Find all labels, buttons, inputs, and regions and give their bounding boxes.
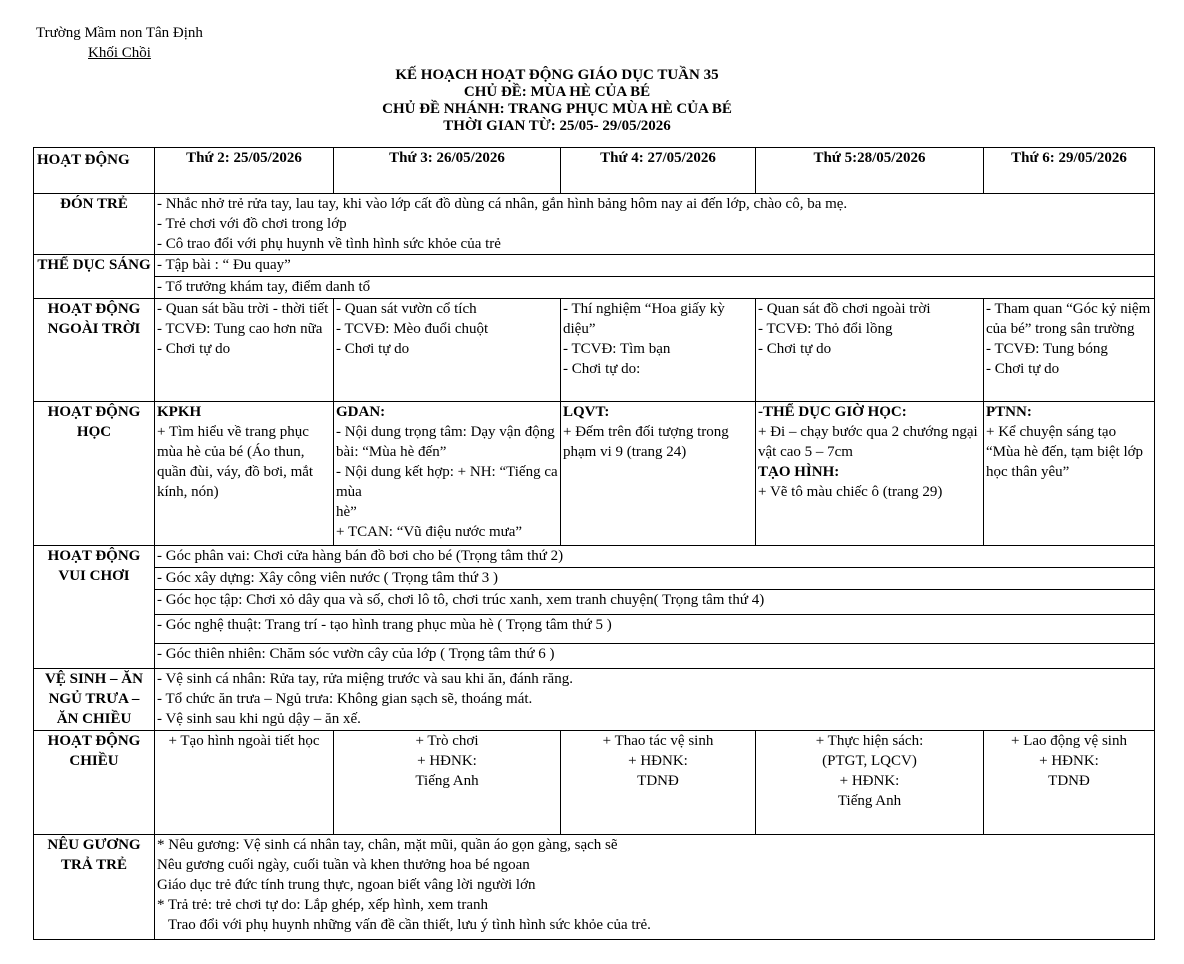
- list-item: + Lao động vệ sinh: [1011, 733, 1127, 749]
- list-item: + HĐNK:: [839, 773, 900, 789]
- table-row: [34, 644, 1155, 669]
- subject-heading: LQVT:: [563, 404, 610, 420]
- list-item: Trao đổi với phụ huynh những vấn đề cần thiết, lưu ý tình hình sức khỏe của trẻ.: [157, 917, 651, 933]
- list-item: + Tìm hiểu về trang phục mùa hè của bé (Áo thun, quần đùi, váy, đồ bơi, mắt kính, nón): [157, 424, 314, 500]
- list-item: - Góc học tập: Chơi xỏ dây qua và số, chơi lô tô, chơi trúc xanh, xem tranh chuyện( Trọng tâm thứ 4): [157, 592, 765, 608]
- merged-cell: [155, 669, 1155, 731]
- list-item: - Tập bài : “ Đu quay”: [157, 257, 291, 273]
- subject-heading: GDAN:: [336, 404, 386, 420]
- subject-heading: PTNN:: [986, 404, 1032, 420]
- list-item: + Trò chơi: [415, 733, 479, 749]
- list-item: + Đếm trên đối tượng trong phạm vi 9 (trang 24): [563, 424, 729, 460]
- school-name: Trường Mầm non Tân Định: [36, 25, 203, 41]
- day-cell: [756, 299, 984, 402]
- list-item: - Thí nghiệm “Hoa giấy kỳ diệu”: [563, 301, 725, 337]
- list-item: - Vệ sinh sau khi ngủ dậy – ăn xế.: [157, 711, 361, 727]
- day-cell: [155, 731, 334, 835]
- day-cell: [984, 731, 1155, 835]
- list-item: * Nêu gương: Vệ sinh cá nhân tay, chân, mặt mũi, quần áo gọn gàng, sạch sẽ: [157, 837, 618, 853]
- day-cell: [561, 731, 756, 835]
- header-day: Thứ 5:28/05/2026: [756, 148, 984, 194]
- table-header-row: [34, 148, 1155, 194]
- list-item: - Quan sát vườn cổ tích: [336, 301, 477, 317]
- list-item: + Đi – chạy bước qua 2 chướng ngại vật cao 5 – 7cm: [758, 424, 978, 460]
- merged-cell: [155, 590, 1155, 615]
- list-item: + HĐNK:: [628, 753, 688, 769]
- subject-heading: KPKH: [157, 404, 202, 420]
- header-day: Thứ 4: 27/05/2026: [561, 148, 756, 194]
- plan-titles: [0, 67, 1114, 135]
- list-item: Tiếng Anh: [415, 773, 479, 789]
- list-item: Giáo dục trẻ đức tính trung thực, ngoan biết vâng lời người lớn: [157, 877, 536, 893]
- table-row: [34, 590, 1155, 615]
- list-item: + Tạo hình ngoài tiết học: [168, 733, 320, 749]
- list-item: + HĐNK:: [1039, 753, 1099, 769]
- list-item: + TCAN: “Vũ điệu nước mưa”: [336, 524, 523, 540]
- row-label: HOẠT ĐỘNG NGOÀI TRỜI: [34, 299, 155, 402]
- list-item: hè”: [336, 504, 357, 520]
- table-row: [34, 194, 1155, 255]
- date-range: THỜI GIAN TỪ: 25/05- 29/05/2026: [443, 118, 671, 134]
- subject-heading: -THỂ DỤC GIỜ HỌC:: [758, 404, 907, 420]
- list-item: Nêu gương cuối ngày, cuối tuần và khen thưởng hoa bé ngoan: [157, 857, 530, 873]
- header-day: Thứ 2: 25/05/2026: [155, 148, 334, 194]
- row-label: HOẠT ĐỘNG HỌC: [34, 402, 155, 546]
- list-item: - Góc nghệ thuật: Trang trí - tạo hình trang phục mùa hè ( Trọng tâm thứ 5 ): [157, 617, 612, 633]
- list-item: - Tham quan “Góc kỷ niệm của bé” trong sân trường: [986, 301, 1151, 337]
- subject-heading: TẠO HÌNH:: [758, 464, 840, 480]
- merged-cell: [155, 568, 1155, 590]
- merged-cell: [155, 835, 1155, 940]
- header-day: Thứ 6: 29/05/2026: [984, 148, 1155, 194]
- list-item: TDNĐ: [637, 773, 679, 789]
- day-cell: [756, 402, 984, 546]
- table-row: [34, 402, 1155, 546]
- list-item: - Vệ sinh cá nhân: Rửa tay, rửa miệng trước và sau khi ăn, đánh răng.: [157, 671, 573, 687]
- merged-cell: [155, 615, 1155, 644]
- list-item: - Cô trao đổi với phụ huynh về tình hình sức khỏe của trẻ: [157, 236, 501, 252]
- row-label: HOẠT ĐỘNG CHIỀU: [34, 731, 155, 835]
- list-item: + Kể chuyện sáng tạo “Mùa hè đến, tạm biệt lớp học thân yêu”: [986, 424, 1144, 480]
- list-item: - TCVĐ: Tung cao hơn nữa: [157, 321, 323, 337]
- day-cell: [334, 402, 561, 546]
- merged-cell: [155, 194, 1155, 255]
- merged-cell: [155, 277, 1155, 299]
- list-item: - Góc xây dựng: Xây công viên nước ( Trọng tâm thứ 3 ): [157, 570, 499, 586]
- day-cell: [155, 402, 334, 546]
- list-item: * Trả trẻ: trẻ chơi tự do: Lắp ghép, xếp hình, xem tranh: [157, 897, 488, 913]
- list-item: - Trẻ chơi với đồ chơi trong lớp: [157, 216, 347, 232]
- list-item: Tiếng Anh: [837, 793, 902, 809]
- subtheme-title: CHỦ ĐỀ NHÁNH: TRANG PHỤC MÙA HÈ CỦA BÉ: [382, 101, 732, 117]
- list-item: - Nội dung kết hợp: + NH: “Tiếng ca mùa: [336, 464, 558, 500]
- list-item: - Chơi tự do: [986, 361, 1060, 377]
- list-item: - Chơi tự do: [157, 341, 231, 357]
- plan-title: KẾ HOẠCH HOẠT ĐỘNG GIÁO DỤC TUẦN 35: [395, 67, 719, 83]
- list-item: - Tổ trưởng khám tay, điểm danh tổ: [157, 279, 371, 295]
- list-item: - Quan sát bầu trời - thời tiết: [157, 301, 329, 317]
- row-label: THỂ DỤC SÁNG: [34, 255, 155, 299]
- list-item: + Thực hiện sách:: [815, 733, 924, 749]
- list-item: - Quan sát đồ chơi ngoài trời: [758, 301, 931, 317]
- day-cell: [334, 731, 561, 835]
- list-item: + Thao tác vệ sinh: [602, 733, 714, 749]
- theme-title: CHỦ ĐỀ: MÙA HÈ CỦA BÉ: [463, 84, 651, 100]
- activity-plan-table: [33, 147, 1155, 940]
- day-cell: [334, 299, 561, 402]
- list-item: TDNĐ: [1048, 773, 1090, 789]
- merged-cell: [155, 255, 1155, 277]
- list-item: - Góc phân vai: Chơi cửa hàng bán đồ bơi cho bé (Trọng tâm thứ 2): [157, 548, 564, 564]
- table-row: [34, 546, 1155, 568]
- table-row: [34, 615, 1155, 644]
- list-item: (PTGT, LQCV): [822, 753, 917, 769]
- day-cell: [984, 299, 1155, 402]
- list-item: - TCVĐ: Tìm bạn: [563, 341, 671, 357]
- list-item: - Nhắc nhở trẻ rửa tay, lau tay, khi vào lớp cất đồ dùng cá nhân, gắn hình bảng hôm nay ai đến lớp, chào cô, ba mẹ.: [157, 196, 848, 212]
- merged-cell: [155, 546, 1155, 568]
- list-item: - Góc thiên nhiên: Chăm sóc vườn cây của lớp ( Trọng tâm thứ 6 ): [157, 646, 555, 662]
- merged-cell: [155, 644, 1155, 669]
- list-item: - TCVĐ: Mèo đuổi chuột: [336, 321, 489, 337]
- list-item: - Chơi tự do: [758, 341, 832, 357]
- list-item: - Chơi tự do: [336, 341, 410, 357]
- list-item: + HĐNK:: [417, 753, 477, 769]
- header-day: Thứ 3: 26/05/2026: [334, 148, 561, 194]
- list-item: - Chơi tự do:: [563, 361, 641, 377]
- day-cell: [561, 299, 756, 402]
- row-label: NÊU GƯƠNG TRẢ TRẺ: [34, 835, 155, 940]
- table-row: [34, 299, 1155, 402]
- day-cell: [756, 731, 984, 835]
- table-row: [34, 568, 1155, 590]
- table-row: [34, 277, 1155, 299]
- table-row: [34, 255, 1155, 277]
- day-cell: [984, 402, 1155, 546]
- header-activity: HOẠT ĐỘNG: [34, 148, 155, 194]
- row-label: ĐÓN TRẺ: [34, 194, 155, 255]
- list-item: - Nội dung trọng tâm: Dạy vận động bài: “Mùa hè đến”: [336, 424, 555, 460]
- list-item: - TCVĐ: Tung bóng: [986, 341, 1108, 357]
- row-label: HOẠT ĐỘNG VUI CHƠI: [34, 546, 155, 669]
- table-row: [34, 669, 1155, 731]
- table-row: [34, 835, 1155, 940]
- list-item: - TCVĐ: Thỏ đổi lồng: [758, 321, 893, 337]
- row-label: VỆ SINH – ĂN NGỦ TRƯA – ĂN CHIỀU: [34, 669, 155, 731]
- department-name: Khối Chồi: [88, 45, 151, 61]
- list-item: - Tổ chức ăn trưa – Ngủ trưa: Không gian sạch sẽ, thoáng mát.: [157, 691, 533, 707]
- table-row: [34, 731, 1155, 835]
- day-cell: [561, 402, 756, 546]
- list-item: + Vẽ tô màu chiếc ô (trang 29): [758, 484, 943, 500]
- day-cell: [155, 299, 334, 402]
